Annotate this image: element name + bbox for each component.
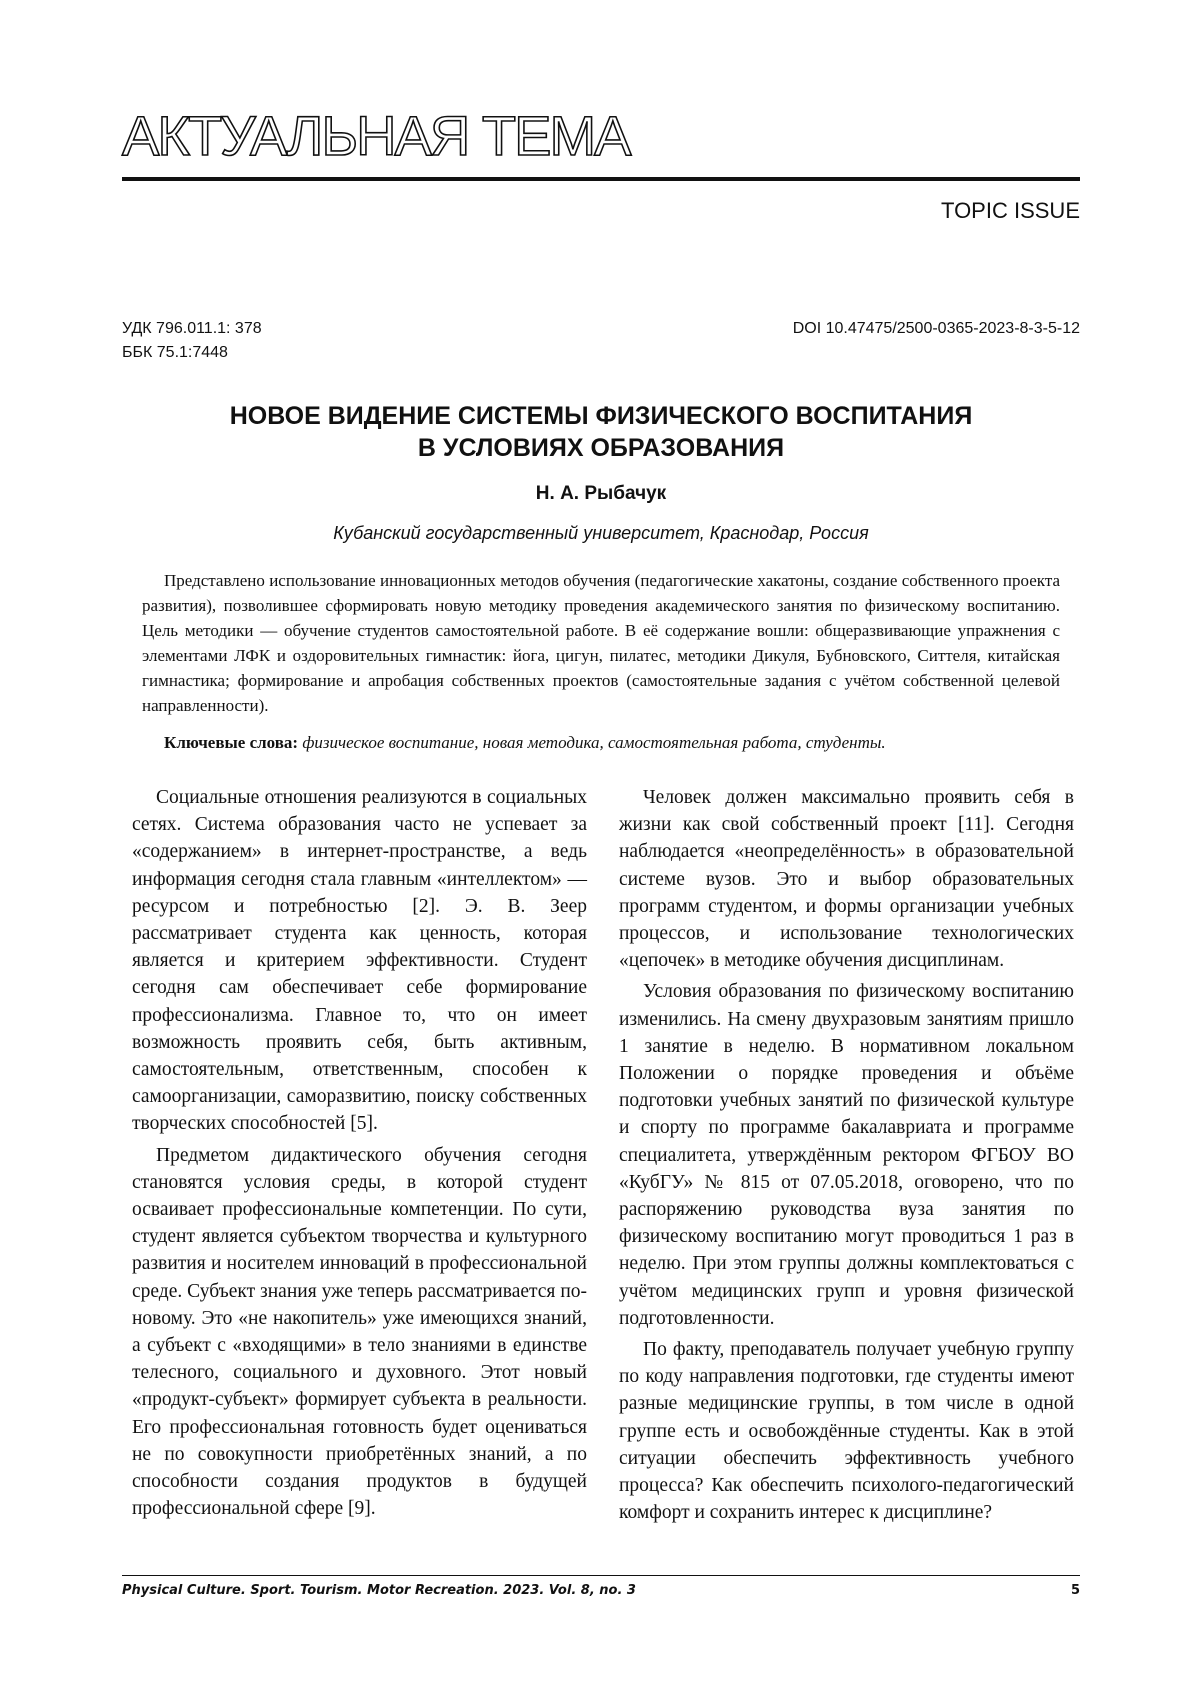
classification-codes — [122, 317, 262, 365]
body-column-right — [619, 784, 1074, 1530]
footer-journal-citation: Physical Culture. Sport. Tourism. Motor Recreation. 2023. Vol. 8, no. 3 — [122, 1583, 636, 1598]
author: Н. А. Рыбачук — [535, 483, 667, 504]
abstract: Представлено использование инновационных методов обучения (педагогические хакатоны, создание собственного проекта развития), позволившее сформировать новую методику проведения академического занятия по физическому воспитанию. Цель методики — обучение студентов самостоятельной работе. В её содержание вошли: общеразвивающие упражнения с элементами ЛФК и оздоровительных гимнастик: йога, цигун, пилатес, методики Дикуля, Бубновского, Ситтеля, китайская гимнастика; формирование и апробация собственных проектов (самостоятельные задания с учётом собственной целевой направленности). — [142, 571, 1060, 715]
doi: DOI 10.47475/2500-0365-2023-8-3-5-12 — [792, 320, 1080, 337]
body-paragraph: Социальные отношения реализуются в социальных сетях. Система образования часто не успевает за «содержанием» в интернет-пространстве, а ведь информация сегодня стала главным «интеллектом» — ресурсом и потребностью [2]. Э. В. Зеер рассматривает студента как ценность, которая является и критерием эффективности. Студент сегодня сам обеспечивает себе формирование профессионализма. Главное то, что он имеет возможность проявить себя, быть активным, самостоятельным, ответственным, способен к самоорганизации, саморазвитию, поиску собственных творческих способностей [5]. — [132, 787, 587, 1135]
page-number: 5 — [1070, 1583, 1080, 1598]
affiliation: Кубанский государственный университет, Краснодар, Россия — [333, 523, 869, 543]
keywords-label: Ключевые слова: — [164, 733, 299, 752]
udk-code: УДК 796.011.1: 378 — [122, 320, 262, 337]
bbk-code: ББК 75.1:7448 — [122, 344, 228, 361]
keywords-list: физическое воспитание, новая методика, самостоятельная работа, студенты. — [302, 733, 886, 752]
body-column-left — [132, 784, 587, 1526]
body-paragraph: Человек должен максимально проявить себя в жизни как свой собственный проект [11]. Сегодня наблюдается «неопределённость» в образовательной системе вузов. Это и выбор образовательных программ студентом, и формы организации учебных процессов, и использование технологических «цепочек» в методике обучения дисциплинам. — [619, 787, 1074, 972]
section-title-english: TOPIC ISSUE — [941, 198, 1080, 223]
doi-block — [793, 317, 1080, 341]
article-title-line: В УСЛОВИЯХ ОБРАЗОВАНИЯ — [417, 434, 785, 462]
section-title: АКТУАЛЬНАЯ ТЕМА — [122, 104, 630, 167]
header-rule — [122, 177, 1080, 181]
body-paragraph: Предметом дидактического обучения сегодня становятся условия среды, в которой студент осваивает профессиональные компетенции. По сути, студент является субъектом творчества и культурного развития и носителем инноваций в профессиональной среде. Субъект знания уже теперь рассматривается по-новому. Это «не накопитель» уже имеющихся знаний, а субъект с «входящими» в тело знаниями в единстве телесного, социального и духовного. Этот новый «продукт-субъект» формирует субъекта в реальности. Его профессиональная готовность будет оцениваться не по совокупности приобретённых знаний, а по способности создания продуктов в будущей профессиональной сфере [9]. — [132, 1144, 587, 1520]
body-paragraph: По факту, преподаватель получает учебную группу по коду направления подготовки, где студенты имеют разные медицинские группы, в том числе в одной группе есть и освобождённые студенты. Как в этой ситуации обеспечить эффективность учебного процесса? Как обеспечить психолого-педагогический комфорт и сохранить интерес к дисциплине? — [619, 1339, 1074, 1524]
keywords — [142, 731, 1060, 755]
article-title — [122, 400, 1080, 464]
article-title-line: НОВОЕ ВИДЕНИЕ СИСТЕМЫ ФИЗИЧЕСКОГО ВОСПИТАНИЯ — [229, 402, 973, 430]
body-paragraph: Условия образования по физическому воспитанию изменились. На смену двухразовым занятиям пришло 1 занятие в неделю. В нормативном локальном Положении о порядке проведения и объёме подготовки учебных занятий по физической культуре и спорту по программе бакалавриата и программе специалитета, утверждённым ректором ФГБОУ ВО «КубГУ» № 815 от 07.05.2018, оговорено, что по распоряжению руководства вуза занятия по физическому воспитанию могут проводиться 1 раз в неделю. При этом группы должны комплектоваться с учётом медицинских групп и уровня физической подготовленности. — [619, 981, 1074, 1329]
footer-rule — [122, 1575, 1080, 1576]
